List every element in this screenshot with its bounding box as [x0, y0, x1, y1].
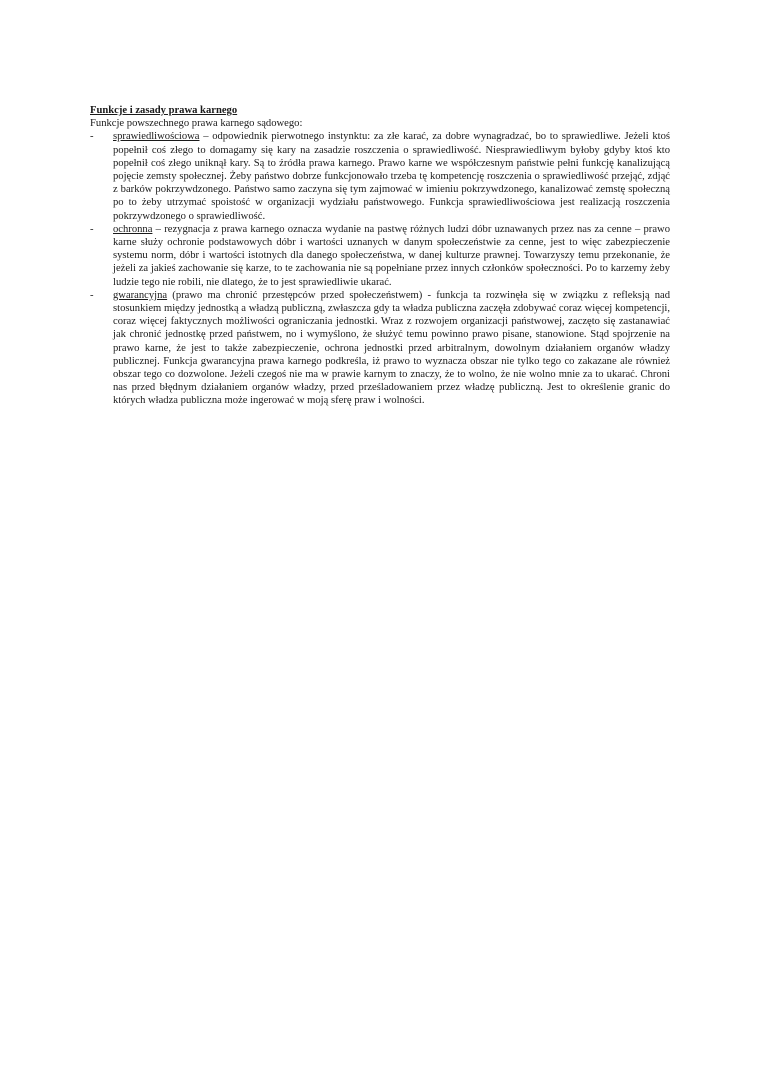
list-item-gwarancyjna [90, 289, 670, 408]
item-text: – rezygnacja z prawa karnego oznacza wydanie na pastwę różnych ludzi dóbr uznawanych przez nas za cenne – prawo karne służy ochronie podstawowych dóbr i wartości uznanych w danym społeczeństwie za cenne, jest to więc zabezpieczenie systemu norm, dóbr i wartości istotnych dla danego społeczeństwa, w danej kulturze prawnej. Towarzyszy temu przekonanie, że jeżeli za jakieś zachowanie się karze, to te zachowania nie są popełniane przez innych członków społeczności. Po to karzemy żeby ludzie tego nie robili, nie dlatego, że to jest sprawiedliwie ukarać. [113, 223, 670, 288]
document-body [90, 104, 670, 408]
term-ochronna: ochronna [113, 223, 153, 235]
list-bullet: - [90, 131, 94, 143]
list-bullet: - [90, 289, 94, 301]
document-title: Funkcje i zasady prawa karnego [90, 105, 238, 116]
list-item-sprawiedliwosciowa [90, 130, 670, 222]
term-gwarancyjna: gwarancyjna [113, 289, 168, 301]
document-intro: Funkcje powszechnego prawa karnego sądowego: [90, 118, 303, 130]
function-list [90, 130, 670, 407]
term-sprawiedliwosciowa: sprawiedliwościowa [113, 131, 200, 143]
item-text: – odpowiednik pierwotnego instynktu: za złe karać, za dobre wynagradzać, bo to sprawiedliwe. Jeżeli ktoś popełnił coś złego to domagamy się kary na zasadzie roszczenia o sprawiedliwość. Niesprawiedliwym byłoby gdyby ktoś kto popełnił coś złego uniknął kary. Są to źródła prawa karnego. Prawo karne we współczesnym państwie pełni funkcję kanalizującą pojęcie zemsty społecznej. Żeby państwo dobrze funkcjonowało trzeba tę kompetencję roszczenia o sprawiedliwość przejąć, zdjąć z barków pokrzywdzonego. Państwo samo zaczyna się tym zajmować w imieniu pokrzywdzonego, kanalizować zemstę społeczną po to żeby utrzymać spoistość w organizacji wydziału państwowego. Funkcja sprawiedliwościowa jest realizacją roszczenia pokrzywdzonego o sprawiedliwość. [113, 131, 670, 222]
item-text: (prawo ma chronić przestępców przed społeczeństwem) - funkcja ta rozwinęła się w związku z refleksją nad stosunkiem między jednostką a władzą publiczną, zwłaszcza gdy ta władza publiczna zaczęła zdobywać coraz więcej kompetencji, coraz więcej faktycznych możliwości ograniczania jednostki. Wraz z rozwojem organizacji państwowej, zaczęto się zastanawiać jak chronić jednostkę przed państwem, no i wymyślono, że służyć temu powinno prawo pisane, stanowione. Stąd spojrzenie na prawo karne, że jest to także zabezpieczenie, ochrona jednostki przed arbitralnym, dowolnym działaniem organów władzy publicznej. Funkcja gwarancyjna prawa karnego podkreśla, iż prawo to wyznacza obszar nie tylko tego co zakazane ale również obszar tego co dozwolone. Jeżeli czegoś nie ma w prawie karnym to znaczy, że to wolno, że nie wolno mnie za to ukarać. Chroni nas przed błędnym działaniem organów władzy, przed prześladowaniem przez władzę publiczną. Jest to określenie granic do których władza publiczna może ingerować w moją sferę praw i wolności. [113, 289, 670, 407]
list-bullet: - [90, 223, 94, 235]
list-item-ochronna [90, 223, 670, 289]
